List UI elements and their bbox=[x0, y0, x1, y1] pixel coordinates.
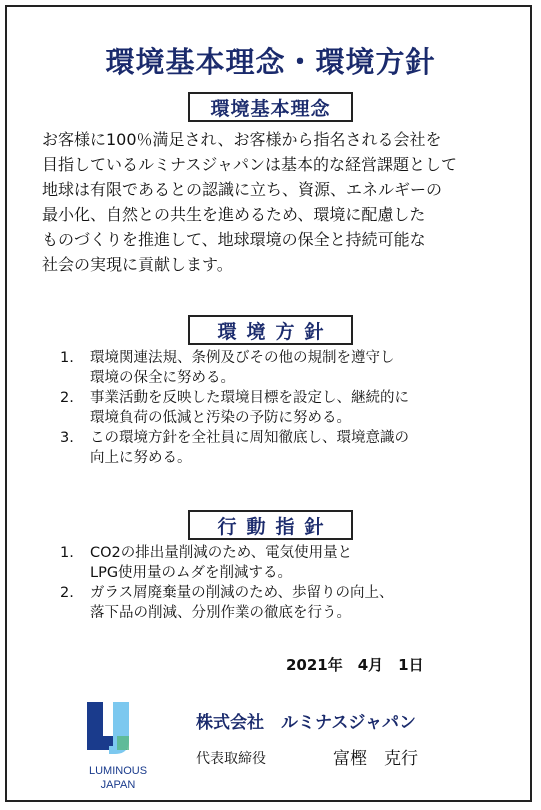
item-line: 環境の保全に努める。 bbox=[90, 370, 235, 386]
philosophy-line: 社会の実現に貢献します。 bbox=[42, 255, 233, 274]
page-title: 環境基本理念・環境方針 bbox=[105, 45, 436, 79]
item-line: 環境負荷の低減と汚染の予防に努める。 bbox=[90, 410, 351, 426]
philosophy-line: お客様に100％満足され、お客様から指名される会社を bbox=[42, 130, 442, 149]
representative-name: 富樫 克行 bbox=[333, 749, 418, 769]
item-number: 1. bbox=[60, 350, 74, 366]
section-heading-action: 行動指針 bbox=[188, 510, 353, 540]
item-number: 2. bbox=[60, 585, 74, 601]
section-heading-policy: 環境方針 bbox=[188, 315, 353, 345]
list-item bbox=[60, 583, 500, 623]
action-list bbox=[60, 543, 500, 623]
item-line: LPG使用量のムダを削減する。 bbox=[90, 565, 293, 581]
philosophy-line: 目指しているルミナスジャパンは基本的な経営課題として bbox=[42, 155, 458, 174]
section-heading-philosophy: 環境基本理念 bbox=[188, 92, 353, 122]
item-number: 3. bbox=[60, 430, 74, 446]
item-line: 向上に努める。 bbox=[90, 450, 192, 466]
philosophy-line: 地球は有限であるとの認識に立ち、資源、エネルギーの bbox=[42, 180, 443, 199]
list-item bbox=[60, 348, 500, 388]
item-line: 落下品の削減、分別作業の徹底を行う。 bbox=[90, 605, 351, 621]
item-line: この環境方針を全社員に周知徹底し、環境意識の bbox=[90, 430, 409, 446]
item-line: 事業活動を反映した環境目標を設定し、継続的に bbox=[90, 390, 409, 406]
issue-date: 2021年 4月 1日 bbox=[286, 656, 424, 674]
logo-text-line1: LUMINOUS bbox=[88, 765, 148, 777]
list-item bbox=[60, 428, 500, 468]
policy-list bbox=[60, 348, 500, 468]
philosophy-paragraph bbox=[42, 127, 512, 277]
company-logo bbox=[73, 700, 163, 795]
logo-text-line2: JAPAN bbox=[100, 779, 136, 791]
representative-title: 代表取締役 bbox=[196, 751, 266, 767]
item-number: 2. bbox=[60, 390, 74, 406]
item-line: 環境関連法規、条例及びその他の規制を遵守し bbox=[90, 350, 395, 366]
company-name: 株式会社 ルミナスジャパン bbox=[196, 713, 416, 733]
philosophy-line: 最小化、自然との共生を進めるため、環境に配慮した bbox=[42, 205, 426, 224]
philosophy-line: ものづくりを推進して、地球環境の保全と持続可能な bbox=[42, 230, 426, 249]
item-line: ガラス屑廃棄量の削減のため、歩留りの向上、 bbox=[90, 585, 394, 601]
item-number: 1. bbox=[60, 545, 74, 561]
list-item bbox=[60, 388, 500, 428]
list-item bbox=[60, 543, 500, 583]
item-line: CO2の排出量削減のため、電気使用量と bbox=[90, 545, 353, 561]
